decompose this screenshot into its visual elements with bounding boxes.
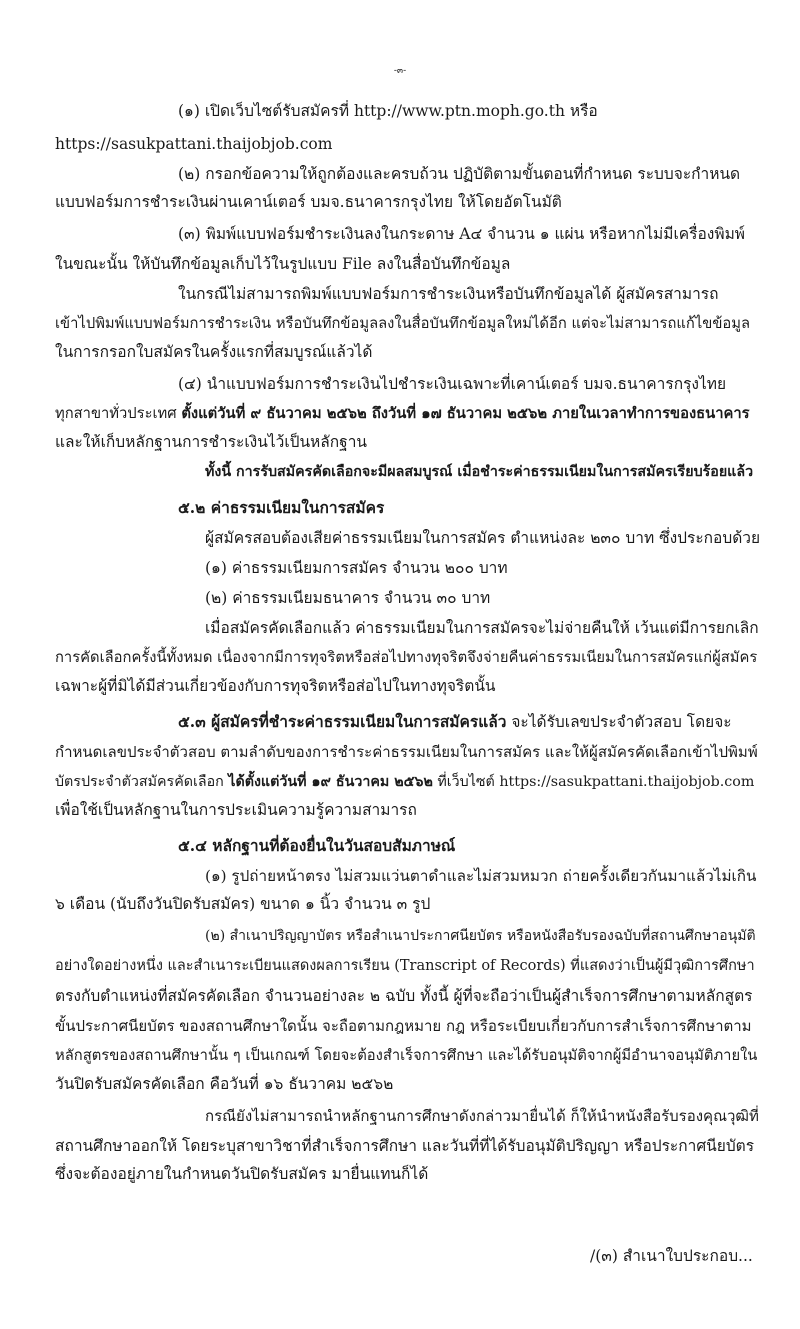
text-span: ทุกสาขาทั่วประเทศ [55, 405, 182, 422]
print-date: ได้ตั้งแต่วันที่ ๑๙ ธันวาคม ๒๕๖๒ [228, 774, 433, 790]
text-line: ซึ่งจะต้องอยู่ภายในกำหนดวันปิดรับสมัคร มายื่นแทนก็ได้ [55, 1165, 429, 1183]
text-line: ตรงกับตำแหน่งที่สมัครคัดเลือก จำนวนอย่างละ ๒ ฉบับ ทั้งนี้ ผู้ที่จะถือว่าเป็นผู้สำเร็จการศึกษาตามหลักสูตร [55, 987, 753, 1005]
section-heading-5-2: ๕.๒ ค่าธรรมเนียมในการสมัคร [178, 498, 385, 517]
text-line: ในกรณีไม่สามารถพิมพ์แบบฟอร์มการชำระเงินหรือบันทึกข้อมูลได้ ผู้สมัครสามารถ [178, 285, 719, 303]
text-line: เพื่อใช้เป็นหลักฐานในการประเมินความรู้ความสามารถ [55, 801, 417, 819]
text-line: ขั้นประกาศนียบัตร ของสถานศึกษาใดนั้น จะถือตามกฎหมาย กฎ หรือระเบียบเกี่ยวกับการสำเร็จการศึกษาตาม [55, 1017, 752, 1035]
text-line: วันปิดรับสมัครคัดเลือก คือวันที่ ๑๖ ธันวาคม ๒๕๖๒ [55, 1075, 394, 1093]
text-span: บัตรประจำตัวสมัครคัดเลือก [55, 774, 229, 790]
text-line: เมื่อสมัครคัดเลือกแล้ว ค่าธรรมเนียมในการสมัครจะไม่จ่ายคืนให้ เว้นแต่มีการยกเลิก [205, 619, 759, 637]
text-line: เฉพาะผู้ที่มิได้มีส่วนเกี่ยวข้องกับการทุจริตหรือส่อไปในทางทุจริตนั้น [55, 677, 496, 695]
text-line: (๔) นำแบบฟอร์มการชำระเงินไปชำระเงินเฉพาะที่เคาน์เตอร์ บมจ.ธนาคารกรุงไทย [178, 375, 727, 393]
section-heading-5-3 [178, 711, 732, 733]
page-number: -๓- [393, 66, 407, 76]
text-line: ในขณะนั้น ให้บันทึกข้อมูลเก็บไว้ในรูปแบบ File ลงในสื่อบันทึกข้อมูล [55, 255, 511, 273]
text-line: เข้าไปพิมพ์แบบฟอร์มการชำระเงิน หรือบันทึกข้อมูลลงในสื่อบันทึกข้อมูลใหม่ได้อีก แต่จะไม่สามารถแก้ไขข้อมูล [55, 315, 751, 332]
continuation-footer: /(๓) สำเนาใบประกอบ... [590, 1247, 753, 1265]
text-line: กรณียังไม่สามารถนำหลักฐานการศึกษาดังกล่าวมายื่นได้ ก็ให้นำหนังสือรับรองคุณวุฒิที่ [205, 1107, 759, 1125]
text-line: หลักสูตรของสถานศึกษานั้น ๆ เป็นเกณฑ์ โดยจะต้องสำเร็จการศึกษา และได้รับอนุมัติจากผู้มีอำนาจอนุมัติภายใน [55, 1047, 758, 1064]
payment-period: ตั้งแต่วันที่ ๙ ธันวาคม ๒๕๖๒ ถึงวันที่ ๑๗ ธันวาคม ๒๕๖๒ ภายในเวลาทำการของธนาคาร [181, 405, 750, 422]
text-line [55, 771, 754, 793]
text-line: (๒) สำเนาปริญญาบัตร หรือสำเนาประกาศนียบัตร หรือหนังสือรับรองฉบับที่สถานศึกษาอนุมัติ [205, 928, 756, 944]
text-line: ๖ เดือน (นับถึงวันปิดรับสมัคร) ขนาด ๑ นิ้ว จำนวน ๓ รูป [55, 895, 431, 913]
text-line: (๑) เปิดเว็บไซต์รับสมัครที่ http://www.ptn.moph.go.th หรือ [178, 102, 598, 120]
text-line: การคัดเลือกครั้งนี้ทั้งหมด เนื่องจากมีการทุจริตหรือส่อไปทางทุจริตจึงจ่ายคืนค่าธรรมเนียมในการสมัครแก่ผู้สมัคร [55, 649, 758, 666]
text-line: ในการกรอกใบสมัครในครั้งแรกที่สมบูรณ์แล้วได้ [55, 343, 373, 361]
text-span: จะได้รับเลขประจำตัวสอบ โดยจะ [506, 713, 732, 731]
text-line: กำหนดเลขประจำตัวสอบ ตามลำดับของการชำระค่าธรรมเนียมในการสมัคร และให้ผู้สมัครคัดเลือกเข้าไปพิมพ์ [55, 743, 758, 761]
text-line: แบบฟอร์มการชำระเงินผ่านเคาน์เตอร์ บมจ.ธนาคารกรุงไทย ให้โดยอัตโนมัติ [55, 193, 562, 211]
text-line: ผู้สมัครสอบต้องเสียค่าธรรมเนียมในการสมัคร ตำแหน่งละ ๒๓๐ บาท ซึ่งประกอบด้วย [205, 529, 761, 547]
text-line: (๒) ค่าธรรมเนียมธนาคาร จำนวน ๓๐ บาท [205, 589, 491, 607]
text-line: และให้เก็บหลักฐานการชำระเงินไว้เป็นหลักฐาน [55, 433, 368, 451]
text-line: https://sasukpattani.thaijobjob.com [55, 135, 333, 153]
text-span: ที่เว็บไซต์ https://sasukpattani.thaijobjob.com [432, 774, 755, 790]
text-line: (๒) กรอกข้อความให้ถูกต้องและครบถ้วน ปฏิบัติตามขั้นตอนที่กำหนด ระบบจะกำหนด [178, 165, 741, 183]
section-heading-5-4: ๕.๔ หลักฐานที่ต้องยื่นในวันสอบสัมภาษณ์ [178, 836, 456, 855]
section-title: ๕.๓ ผู้สมัครที่ชำระค่าธรรมเนียมในการสมัครแล้ว [178, 712, 507, 731]
completion-note: ทั้งนี้ การรับสมัครคัดเลือกจะมีผลสมบูรณ์ เมื่อชำระค่าธรรมเนียมในการสมัครเรียบร้อยแล้ว [205, 464, 754, 480]
text-line: สถานศึกษาออกให้ โดยระบุสาขาวิชาที่สำเร็จการศึกษา และวันที่ที่ได้รับอนุมัติปริญญา หรือประกาศนียบัตร [55, 1137, 755, 1155]
text-line [55, 403, 750, 425]
text-line: (๓) พิมพ์แบบฟอร์มชำระเงินลงในกระดาษ A๔ จำนวน ๑ แผ่น หรือหากไม่มีเครื่องพิมพ์ [178, 225, 746, 243]
text-line: อย่างใดอย่างหนึ่ง และสำเนาระเบียนแสดงผลการเรียน (Transcript of Records) ที่แสดงว่าเป็นผู้มีวุฒิการศึกษา [55, 958, 755, 974]
text-line: (๑) รูปถ่ายหน้าตรง ไม่สวมแว่นตาดำและไม่สวมหมวก ถ่ายครั้งเดียวกันมาแล้วไม่เกิน [205, 867, 757, 885]
text-line: (๑) ค่าธรรมเนียมการสมัคร จำนวน ๒๐๐ บาท [205, 559, 508, 577]
